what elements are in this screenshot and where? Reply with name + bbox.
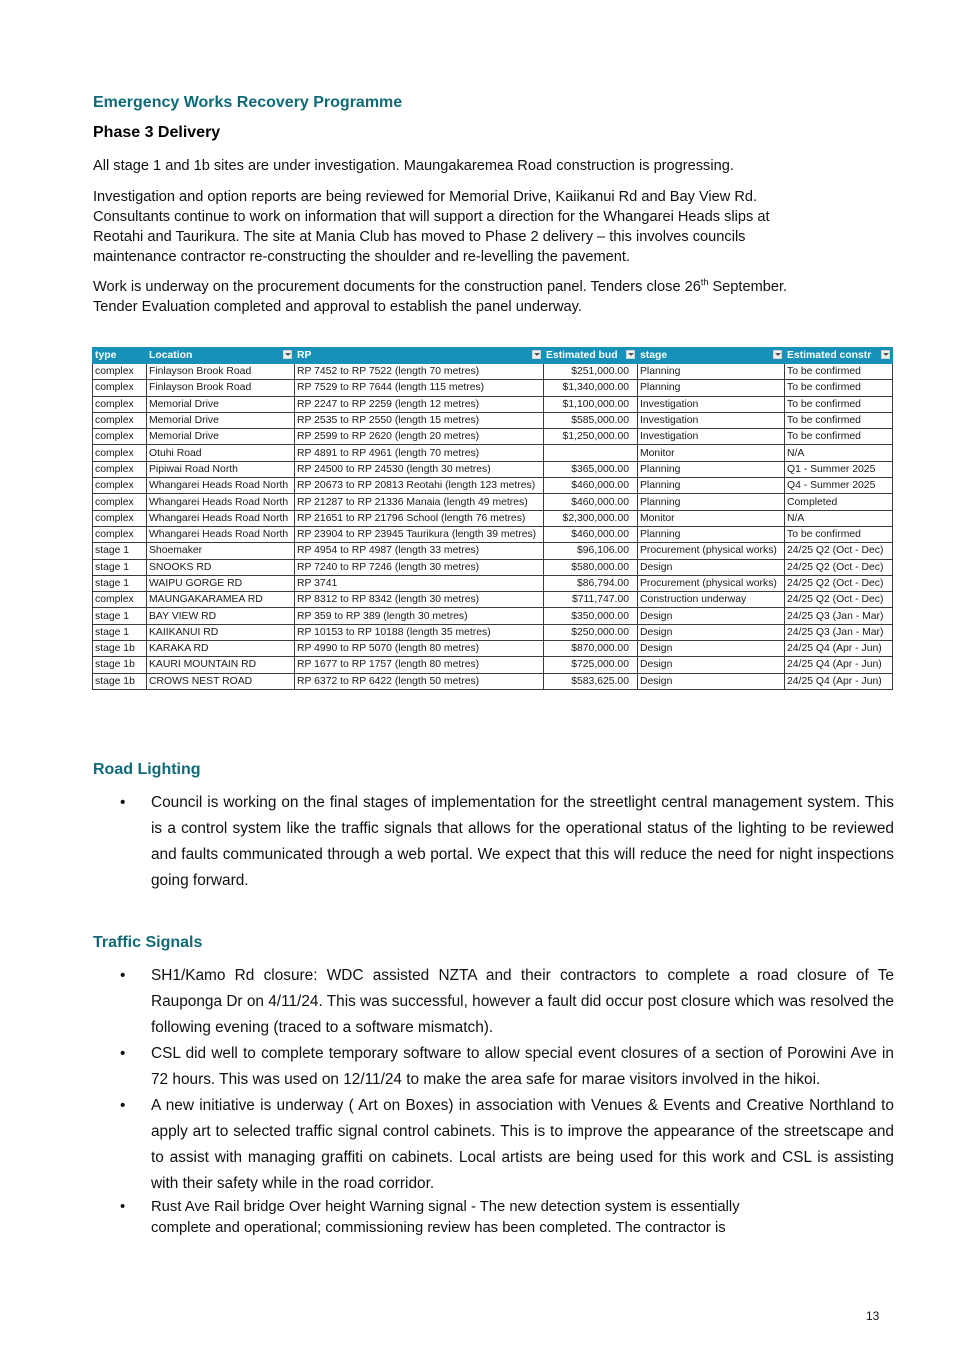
- list-item: • Council is working on the final stages of implementation for the streetlight central management system. This is a control system like the traffic signals that allows for the operational status of the lighting to be reviewed and faults communicated through a web portal. We expect that this will reduce the need for night inspections going forward.: [92, 790, 894, 894]
- cell-estimated-budget: $711,747.00: [544, 592, 638, 608]
- cell-location: Otuhi Road: [147, 445, 295, 461]
- cell-stage: Investigation: [638, 429, 785, 445]
- cell-estimated-budget: $585,000.00: [544, 412, 638, 428]
- table-row: [93, 429, 893, 445]
- table-row: [93, 478, 893, 494]
- cell-rp: RP 4891 to RP 4961 (length 70 metres): [295, 445, 544, 461]
- table-row: [93, 396, 893, 412]
- cell-estimated-budget: $1,100,000.00: [544, 396, 638, 412]
- cell-estimated-construction: N/A: [785, 445, 893, 461]
- cell-location: Memorial Drive: [147, 412, 295, 428]
- cell-stage: Design: [638, 624, 785, 640]
- cell-type: complex: [93, 461, 147, 477]
- cell-estimated-construction: 24/25 Q2 (Oct - Dec): [785, 575, 893, 591]
- list-item-line: complete and operational; commissioning review has been completed. The contractor is: [151, 1220, 726, 1236]
- cell-type: stage 1: [93, 543, 147, 559]
- cell-type: complex: [93, 445, 147, 461]
- cell-rp: RP 4954 to RP 4987 (length 33 metres): [295, 543, 544, 559]
- cell-estimated-budget: [544, 445, 638, 461]
- cell-estimated-budget: $870,000.00: [544, 641, 638, 657]
- cell-stage: Design: [638, 608, 785, 624]
- cell-stage: Planning: [638, 494, 785, 510]
- cell-stage: Procurement (physical works): [638, 575, 785, 591]
- cell-estimated-construction: 24/25 Q4 (Apr - Jun): [785, 673, 893, 689]
- cell-rp: RP 7529 to RP 7644 (length 115 metres): [295, 380, 544, 396]
- paragraph-line: Tender Evaluation completed and approval to establish the panel underway.: [93, 299, 582, 315]
- paragraph-line: [93, 277, 787, 297]
- cell-rp: RP 10153 to RP 10188 (length 35 metres): [295, 624, 544, 640]
- cell-type: stage 1b: [93, 657, 147, 673]
- cell-rp: RP 2599 to RP 2620 (length 20 metres): [295, 429, 544, 445]
- cell-stage: Investigation: [638, 412, 785, 428]
- cell-estimated-budget: $1,250,000.00: [544, 429, 638, 445]
- cell-rp: RP 2535 to RP 2550 (length 15 metres): [295, 412, 544, 428]
- cell-location: Whangarei Heads Road North: [147, 494, 295, 510]
- paragraph-procurement: [93, 277, 787, 317]
- cell-estimated-budget: $251,000.00: [544, 364, 638, 380]
- cell-type: complex: [93, 364, 147, 380]
- cell-rp: RP 4990 to RP 5070 (length 80 metres): [295, 641, 544, 657]
- cell-location: SNOOKS RD: [147, 559, 295, 575]
- cell-location: Pipiwai Road North: [147, 461, 295, 477]
- filter-dropdown-icon[interactable]: [773, 350, 782, 359]
- section-heading-road-lighting: Road Lighting: [93, 761, 201, 778]
- cell-rp: RP 7452 to RP 7522 (length 70 metres): [295, 364, 544, 380]
- cell-type: complex: [93, 526, 147, 542]
- header-label: type: [95, 350, 117, 361]
- cell-rp: RP 20673 to RP 20813 Reotahi (length 123 metres): [295, 478, 544, 494]
- column-header-type: [93, 348, 147, 364]
- section-heading-emergency: Emergency Works Recovery Programme: [93, 94, 403, 111]
- header-label: stage: [640, 350, 668, 361]
- cell-estimated-budget: $460,000.00: [544, 526, 638, 542]
- header-label: Estimated constr: [787, 350, 872, 361]
- cell-type: stage 1: [93, 608, 147, 624]
- cell-stage: Planning: [638, 380, 785, 396]
- cell-location: Whangarei Heads Road North: [147, 510, 295, 526]
- cell-location: BAY VIEW RD: [147, 608, 295, 624]
- cell-stage: Monitor: [638, 510, 785, 526]
- list-item: • CSL did well to complete temporary software to allow special event closures of a section of Porowini Ave in 72 hours. This was used on 12/11/24 to make the area safe for marae visitors involved in the hikoi.: [92, 1041, 894, 1093]
- cell-estimated-construction: To be confirmed: [785, 429, 893, 445]
- cell-estimated-budget: $580,000.00: [544, 559, 638, 575]
- cell-estimated-budget: $583,625.00: [544, 673, 638, 689]
- cell-rp: RP 2247 to RP 2259 (length 12 metres): [295, 396, 544, 412]
- cell-estimated-construction: 24/25 Q3 (Jan - Mar): [785, 608, 893, 624]
- cell-type: complex: [93, 429, 147, 445]
- column-header-estimated-budget[interactable]: [544, 348, 638, 364]
- header-label: Location: [149, 350, 193, 361]
- cell-estimated-construction: To be confirmed: [785, 380, 893, 396]
- paragraph-line: maintenance contractor re-constructing the shoulder and re-levelling the pavement.: [93, 249, 631, 265]
- cell-stage: Monitor: [638, 445, 785, 461]
- cell-location: KAIIKANUI RD: [147, 624, 295, 640]
- paragraph-investigation: [93, 187, 770, 267]
- cell-rp: RP 3741: [295, 575, 544, 591]
- table-row: [93, 543, 893, 559]
- cell-type: complex: [93, 396, 147, 412]
- cell-estimated-construction: Completed: [785, 494, 893, 510]
- cell-estimated-budget: $2,300,000.00: [544, 510, 638, 526]
- table-header-row: [93, 348, 893, 364]
- cell-rp: RP 21651 to RP 21796 School (length 76 metres): [295, 510, 544, 526]
- cell-rp: RP 8312 to RP 8342 (length 30 metres): [295, 592, 544, 608]
- cell-stage: Design: [638, 657, 785, 673]
- table-row: [93, 592, 893, 608]
- cell-type: complex: [93, 478, 147, 494]
- table-row: [93, 526, 893, 542]
- filter-dropdown-icon[interactable]: [626, 350, 635, 359]
- table-row: [93, 641, 893, 657]
- table-row: [93, 380, 893, 396]
- cell-location: Shoemaker: [147, 543, 295, 559]
- cell-location: WAIPU GORGE RD: [147, 575, 295, 591]
- cell-location: Memorial Drive: [147, 429, 295, 445]
- cell-estimated-budget: $86,794.00: [544, 575, 638, 591]
- cell-estimated-construction: 24/25 Q2 (Oct - Dec): [785, 543, 893, 559]
- filter-dropdown-icon[interactable]: [283, 350, 292, 359]
- cell-estimated-budget: $365,000.00: [544, 461, 638, 477]
- cell-stage: Planning: [638, 461, 785, 477]
- superscript: th: [700, 277, 709, 288]
- cell-location: MAUNGAKARAMEA RD: [147, 592, 295, 608]
- table-row: [93, 461, 893, 477]
- cell-estimated-construction: 24/25 Q4 (Apr - Jun): [785, 657, 893, 673]
- cell-type: stage 1: [93, 559, 147, 575]
- cell-type: complex: [93, 494, 147, 510]
- header-label: Estimated bud: [546, 350, 618, 361]
- cell-estimated-construction: 24/25 Q3 (Jan - Mar): [785, 624, 893, 640]
- cell-stage: Design: [638, 673, 785, 689]
- cell-estimated-construction: 24/25 Q2 (Oct - Dec): [785, 559, 893, 575]
- emergency-works-table: [92, 347, 893, 690]
- cell-estimated-construction: To be confirmed: [785, 396, 893, 412]
- cell-estimated-budget: $725,000.00: [544, 657, 638, 673]
- list-item-line: • Rust Ave Rail bridge Over height Warning signal - The new detection system is essentially: [151, 1199, 740, 1215]
- cell-type: complex: [93, 412, 147, 428]
- cell-estimated-construction: 24/25 Q2 (Oct - Dec): [785, 592, 893, 608]
- cell-type: complex: [93, 510, 147, 526]
- filter-dropdown-icon[interactable]: [881, 350, 890, 359]
- cell-type: complex: [93, 380, 147, 396]
- cell-location: CROWS NEST ROAD: [147, 673, 295, 689]
- cell-stage: Planning: [638, 364, 785, 380]
- cell-rp: RP 24500 to RP 24530 (length 30 metres): [295, 461, 544, 477]
- cell-estimated-budget: $350,000.00: [544, 608, 638, 624]
- cell-rp: RP 359 to RP 389 (length 30 metres): [295, 608, 544, 624]
- table-row: [93, 364, 893, 380]
- cell-estimated-budget: $96,106.00: [544, 543, 638, 559]
- subheading-phase3: Phase 3 Delivery: [93, 124, 221, 141]
- table-row: [93, 657, 893, 673]
- cell-estimated-construction: To be confirmed: [785, 412, 893, 428]
- paragraph-line: Reotahi and Taurikura. The site at Mania Club has moved to Phase 2 delivery – this involves councils: [93, 229, 746, 245]
- cell-rp: RP 1677 to RP 1757 (length 80 metres): [295, 657, 544, 673]
- cell-rp: RP 21287 to RP 21336 Manaia (length 49 metres): [295, 494, 544, 510]
- table-row: [93, 624, 893, 640]
- traffic-signals-list: [92, 963, 894, 1239]
- cell-estimated-construction: Q1 - Summer 2025: [785, 461, 893, 477]
- table-row: [93, 608, 893, 624]
- cell-location: Whangarei Heads Road North: [147, 526, 295, 542]
- cell-type: stage 1b: [93, 641, 147, 657]
- table-row: [93, 494, 893, 510]
- cell-estimated-construction: To be confirmed: [785, 526, 893, 542]
- cell-stage: Design: [638, 559, 785, 575]
- cell-stage: Planning: [638, 478, 785, 494]
- page-number: 13: [866, 1309, 880, 1323]
- cell-stage: Procurement (physical works): [638, 543, 785, 559]
- table-row: [93, 412, 893, 428]
- cell-location: KARAKA RD: [147, 641, 295, 657]
- text-run: September.: [708, 279, 788, 295]
- cell-location: KAURI MOUNTAIN RD: [147, 657, 295, 673]
- cell-estimated-construction: 24/25 Q4 (Apr - Jun): [785, 641, 893, 657]
- header-label: RP: [297, 350, 312, 361]
- list-item: [92, 1197, 894, 1239]
- cell-estimated-budget: $1,340,000.00: [544, 380, 638, 396]
- cell-rp: RP 6372 to RP 6422 (length 50 metres): [295, 673, 544, 689]
- table-row: [93, 510, 893, 526]
- column-header-rp[interactable]: [295, 348, 544, 364]
- cell-stage: Construction underway: [638, 592, 785, 608]
- section-heading-traffic-signals: Traffic Signals: [93, 934, 203, 951]
- cell-location: Whangarei Heads Road North: [147, 478, 295, 494]
- road-lighting-list: [92, 790, 894, 894]
- cell-stage: Investigation: [638, 396, 785, 412]
- cell-location: Finlayson Brook Road: [147, 364, 295, 380]
- cell-type: stage 1: [93, 575, 147, 591]
- text-run: Work is underway on the procurement documents for the construction panel. Tenders close 26: [93, 279, 701, 295]
- cell-location: Memorial Drive: [147, 396, 295, 412]
- cell-estimated-budget: $460,000.00: [544, 494, 638, 510]
- cell-stage: Planning: [638, 526, 785, 542]
- list-item: • A new initiative is underway ( Art on Boxes) in association with Venues & Events and Creative Northland to apply art to selected traffic signal control cabinets. This is to improve the appearance of the streetscape and to assist with managing graffiti on cabinets. Local artists are being used for this work and CSL is assisting with their safety while in the road corridor.: [92, 1093, 894, 1197]
- paragraph-stage-sites: All stage 1 and 1b sites are under investigation. Maungakaremea Road construction is progressing.: [93, 158, 734, 174]
- column-header-estimated-construction[interactable]: [785, 348, 893, 364]
- cell-location: Finlayson Brook Road: [147, 380, 295, 396]
- cell-estimated-construction: Q4 - Summer 2025: [785, 478, 893, 494]
- table-row: [93, 673, 893, 689]
- cell-estimated-budget: $460,000.00: [544, 478, 638, 494]
- list-item: • SH1/Kamo Rd closure: WDC assisted NZTA and their contractors to complete a road closure of Te Rauponga Dr on 4/11/24. This was successful, however a fault did occur post closure which was resolved the following evening (traced to a software mismatch).: [92, 963, 894, 1041]
- cell-stage: Design: [638, 641, 785, 657]
- cell-estimated-construction: N/A: [785, 510, 893, 526]
- cell-type: stage 1: [93, 624, 147, 640]
- cell-estimated-construction: To be confirmed: [785, 364, 893, 380]
- filter-dropdown-icon[interactable]: [532, 350, 541, 359]
- cell-estimated-budget: $250,000.00: [544, 624, 638, 640]
- table-row: [93, 559, 893, 575]
- cell-type: stage 1b: [93, 673, 147, 689]
- table-row: [93, 445, 893, 461]
- cell-rp: RP 7240 to RP 7246 (length 30 metres): [295, 559, 544, 575]
- paragraph-line: Investigation and option reports are being reviewed for Memorial Drive, Kaiikanui Rd and Bay View Rd.: [93, 189, 758, 205]
- paragraph-line: Consultants continue to work on information that will support a direction for the Whangarei Heads slips at: [93, 209, 770, 225]
- cell-rp: RP 23904 to RP 23945 Taurikura (length 39 metres): [295, 526, 544, 542]
- table-row: [93, 575, 893, 591]
- cell-type: complex: [93, 592, 147, 608]
- column-header-stage[interactable]: [638, 348, 785, 364]
- column-header-location[interactable]: [147, 348, 295, 364]
- table-body: [93, 364, 893, 690]
